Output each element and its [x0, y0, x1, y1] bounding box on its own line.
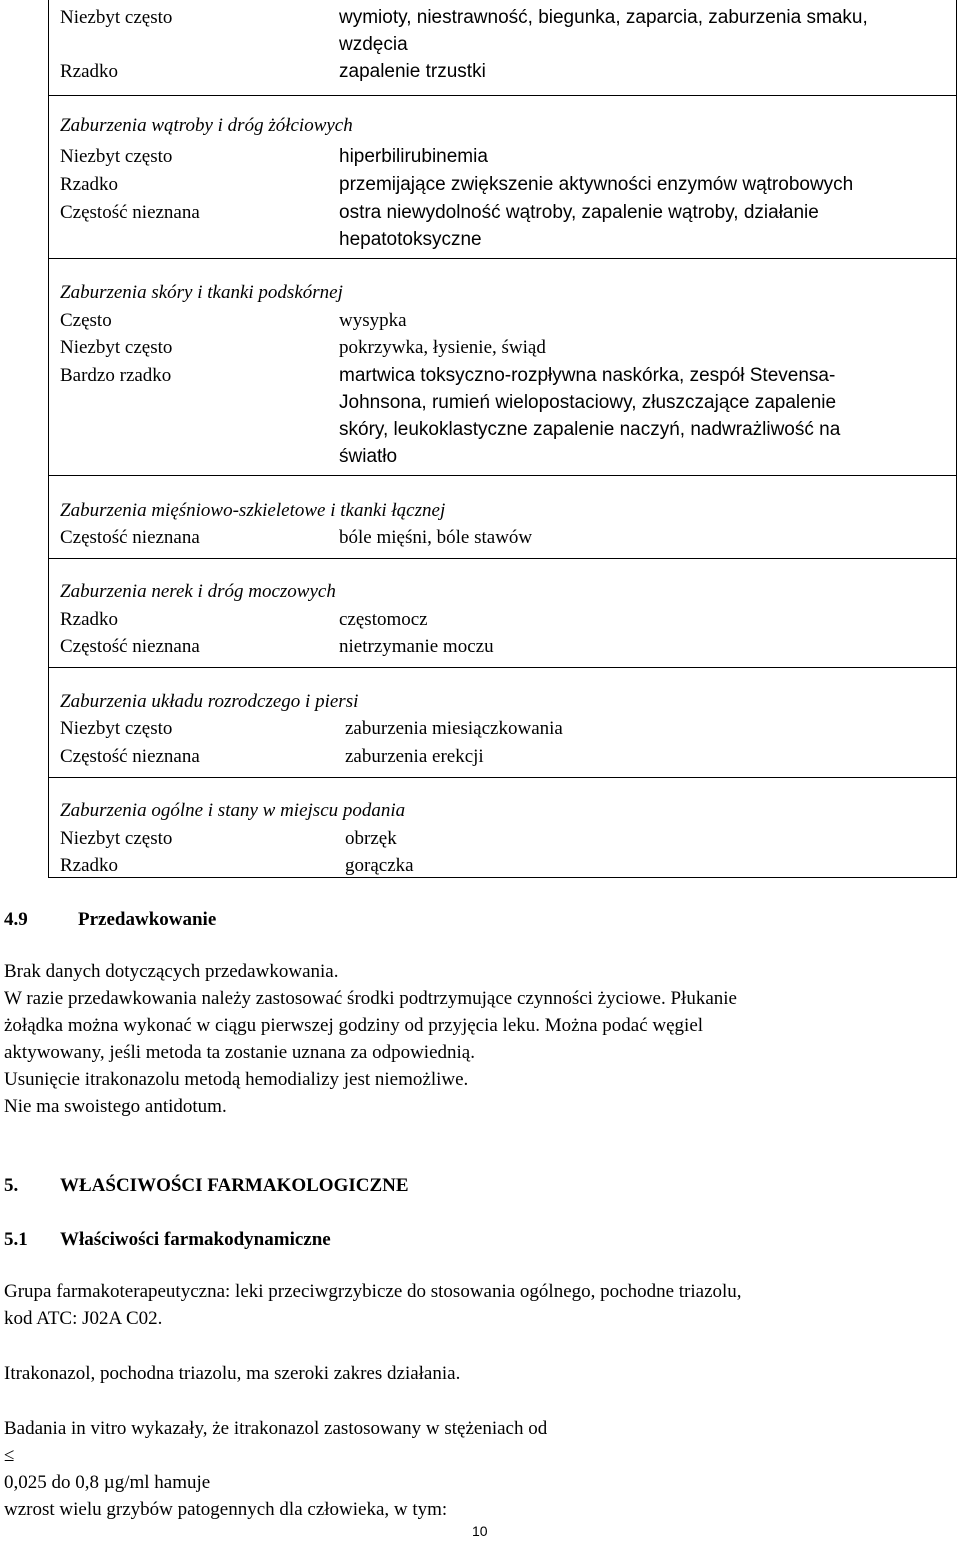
effect-text: martwica toksyczno-rozpływna naskórka, zespół Stevensa-: [339, 365, 836, 386]
frequency-label: Niezbyt często: [60, 7, 173, 28]
in-vitro-paragraph: [4, 1415, 944, 1523]
text-line: Itrakonazol, pochodna triazolu, ma szeroki zakres działania.: [4, 1363, 461, 1384]
frequency-label: Niezbyt często: [60, 828, 173, 849]
row-separator: [49, 667, 956, 668]
effect-text: nietrzymanie moczu: [339, 636, 494, 657]
effect-text: częstomocz: [339, 609, 428, 630]
frequency-label: Niezbyt często: [60, 146, 173, 167]
frequency-label: Bardzo rzadko: [60, 365, 172, 386]
text-line: [4, 1415, 944, 1496]
row-separator: [49, 258, 956, 259]
frequency-label: Niezbyt często: [60, 337, 173, 358]
text-line: Grupa farmakoterapeutyczna: leki przeciwgrzybicze do stosowania ogólnego, pochodne triazolu,: [4, 1281, 742, 1302]
effect-text: zaburzenia miesiączkowania: [345, 718, 563, 739]
pharmacotherapeutic-group: [4, 1278, 944, 1332]
frequency-label: Częstość nieznana: [60, 527, 200, 548]
frequency-label: Rzadko: [60, 61, 119, 82]
text-segment: Badania in vitro wykazały, że itrakonazol zastosowany w stężeniach od: [4, 1418, 548, 1439]
section-header: Zaburzenia mięśniowo-szkieletowe i tkanki łącznej: [60, 500, 446, 521]
text-line: W razie przedawkowania należy zastosować środki podtrzymujące czynności życiowe. Płukanie: [4, 988, 737, 1009]
effect-text: ostra niewydolność wątroby, zapalenie wątroby, działanie: [339, 202, 819, 223]
effect-text: przemijające zwiększenie aktywności enzymów wątrobowych: [339, 174, 854, 195]
frequency-label: Rzadko: [60, 609, 119, 630]
text-segment: 0,025 do 0,8 µg/ml hamuje: [4, 1472, 211, 1493]
frequency-label: Niezbyt często: [60, 718, 173, 739]
text-line: aktywowany, jeśli metoda ta zostanie uznana za odpowiednią.: [4, 1042, 475, 1063]
effect-text: zapalenie trzustki: [339, 61, 486, 82]
text-line: żołądka można wykonać w ciągu pierwszej godziny od przyjęcia leku. Można podać węgiel: [4, 1015, 704, 1036]
section-number: 5.: [4, 1175, 19, 1196]
row-separator: [49, 558, 956, 559]
section-header: Zaburzenia nerek i dróg moczowych: [60, 581, 336, 602]
section-title: Właściwości farmakodynamiczne: [60, 1229, 331, 1250]
frequency-label: Często: [60, 310, 112, 331]
effect-text: bóle mięśni, bóle stawów: [339, 527, 533, 548]
section-title: WŁAŚCIWOŚCI FARMAKOLOGICZNE: [60, 1175, 409, 1196]
section-header: Zaburzenia skóry i tkanki podskórnej: [60, 282, 343, 303]
effect-text: Johnsona, rumień wielopostaciowy, złuszczające zapalenie: [339, 392, 837, 413]
effect-text: zaburzenia erekcji: [345, 746, 484, 767]
effect-text: gorączka: [345, 855, 414, 876]
section-title: Przedawkowanie: [78, 909, 217, 930]
frequency-label: Rzadko: [60, 855, 119, 876]
effect-text: wymioty, niestrawność, biegunka, zaparcia, zaburzenia smaku,: [339, 7, 868, 28]
section-number: 4.9: [4, 909, 28, 930]
frequency-label: Częstość nieznana: [60, 746, 200, 767]
effect-text: wzdęcia: [339, 34, 408, 55]
row-separator: [49, 95, 956, 96]
frequency-label: Częstość nieznana: [60, 636, 200, 657]
frequency-label: Częstość nieznana: [60, 202, 200, 223]
effect-text: hiperbilirubinemia: [339, 146, 488, 167]
effect-text: skóry, leukoklastyczne zapalenie naczyń, nadwrażliwość na: [339, 419, 841, 440]
text-line: Usunięcie itrakonazolu metodą hemodializy jest niemożliwe.: [4, 1069, 469, 1090]
less-equal-symbol: ≤: [4, 1445, 15, 1466]
section-header: Zaburzenia wątroby i dróg żółciowych: [60, 115, 353, 136]
text-line: Brak danych dotyczących przedawkowania.: [4, 961, 339, 982]
row-separator: [49, 777, 956, 778]
effect-text: pokrzywka, łysienie, świąd: [339, 337, 546, 358]
section-number: 5.1: [4, 1229, 28, 1250]
spectrum-paragraph: [4, 1360, 944, 1387]
effect-text: hepatotoksyczne: [339, 229, 482, 250]
text-line: Nie ma swoistego antidotum.: [4, 1096, 227, 1117]
effect-text: obrzęk: [345, 828, 397, 849]
page-number: 10: [472, 1523, 488, 1539]
text-line: wzrost wielu grzybów patogennych dla człowieka, w tym:: [4, 1499, 448, 1520]
section-header: Zaburzenia układu rozrodczego i piersi: [60, 691, 359, 712]
section-header: Zaburzenia ogólne i stany w miejscu podania: [60, 800, 406, 821]
overdose-paragraph: [4, 958, 944, 1120]
text-line: kod ATC: J02A C02.: [4, 1308, 163, 1329]
row-separator: [49, 475, 956, 476]
effect-text: wysypka: [339, 310, 407, 331]
frequency-label: Rzadko: [60, 174, 119, 195]
effect-text: światło: [339, 446, 398, 467]
